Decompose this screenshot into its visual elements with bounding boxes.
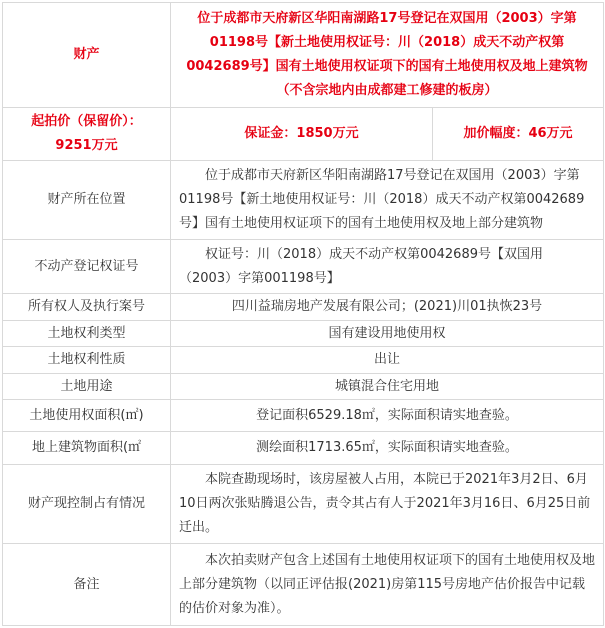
land-right-type-value: 国有建设用地使用权	[171, 320, 604, 346]
occupancy-value: 本院查勘现场时，该房屋被人占用，本院已于2021年3月2日、6月10日两次张贴腾退公告，责令其占有人于2021年3月16日、6月25日前迁出。	[171, 464, 604, 543]
location-value: 位于成都市天府新区华阳南湖路17号登记在双国用（2003）字第01198号【新土地使用权证号：川（2018）成天不动产权第0042689号】国有土地使用权证项下的国有土地使用权及地上部分建筑物	[171, 160, 604, 239]
building-area-label: 地上建筑物面积(㎡	[3, 432, 171, 465]
table-row	[3, 544, 604, 626]
land-use-value: 城镇混合住宅用地	[171, 373, 604, 399]
table-row	[3, 373, 604, 399]
table-row	[3, 107, 604, 160]
land-right-type-label: 土地权利类型	[3, 320, 171, 346]
starting-price: 起拍价（保留价）：9251万元	[3, 107, 171, 160]
remarks-value: 本次拍卖财产包含上述国有土地使用权证项下的国有土地使用权及地上部分建筑物（以同正评估报(2021)房第115号房地产估价报告中记载的估价对象为准）。	[171, 544, 604, 626]
location-label: 财产所在位置	[3, 160, 171, 239]
auction-info-table	[2, 2, 604, 626]
table-row	[3, 347, 604, 373]
occupancy-label: 财产现控制占有情况	[3, 464, 171, 543]
property-value: 位于成都市天府新区华阳南湖路17号登记在双国用（2003）字第01198号【新土地使用权证号：川（2018）成天不动产权第0042689号】国有土地使用权证项下的国有土地使用权及地上建筑物（不含宗地内由成都建工修建的板房）	[171, 3, 604, 108]
building-area-value: 测绘面积1713.65㎡，实际面积请实地查验。	[171, 432, 604, 465]
remarks-label: 备注	[3, 544, 171, 626]
land-use-label: 土地用途	[3, 373, 171, 399]
table-row	[3, 432, 604, 465]
certificate-value: 权证号：川（2018）成天不动产权第0042689号【双国用（2003）字第001198号】	[171, 240, 604, 294]
table-row	[3, 160, 604, 239]
certificate-label: 不动产登记权证号	[3, 240, 171, 294]
deposit: 保证金：1850万元	[171, 107, 433, 160]
table-row	[3, 320, 604, 346]
table-row	[3, 400, 604, 432]
table-row	[3, 464, 604, 543]
owner-value: 四川益瑞房地产发展有限公司；(2021)川01执恢23号	[171, 294, 604, 320]
owner-label: 所有权人及执行案号	[3, 294, 171, 320]
table-row	[3, 294, 604, 320]
land-area-value: 登记面积6529.18㎡，实际面积请实地查验。	[171, 400, 604, 432]
table-row	[3, 3, 604, 108]
price-increment: 加价幅度：46万元	[433, 107, 604, 160]
table-row	[3, 240, 604, 294]
land-right-nature-label: 土地权利性质	[3, 347, 171, 373]
land-area-label: 土地使用权面积(㎡)	[3, 400, 171, 432]
land-right-nature-value: 出让	[171, 347, 604, 373]
property-label: 财产	[3, 3, 171, 108]
